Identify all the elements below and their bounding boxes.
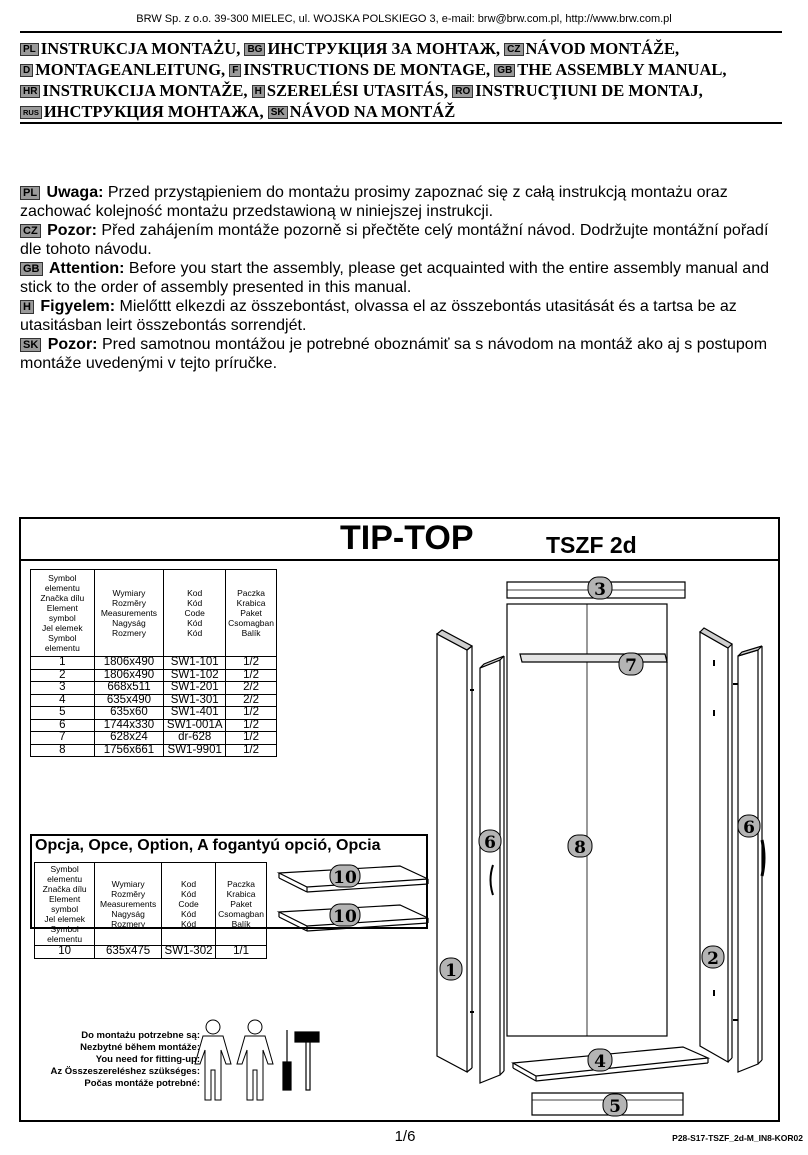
title-text: NÁVOD NA MONTÁŽ (289, 102, 456, 121)
table-cell: SW1-302 (161, 946, 215, 959)
table-cell: 668x511 (94, 682, 164, 695)
tools-line: Nezbytné během montáže: (80, 1042, 200, 1053)
callout-6-left (479, 830, 501, 853)
lang-badge: RUS (20, 106, 42, 119)
tools-line: Az Összeszereléshez szükséges: (50, 1066, 200, 1077)
callout-2 (702, 946, 724, 969)
warning-text: Mielőttt elkezdi az összebontást, olvassa el az összebontás utasitását és a tartsa be az utasitásban leirt összebontás sorrendjét. (20, 298, 737, 334)
header-text: Wymiary Rozměry Measurements Nagyság Rozmery (99, 879, 157, 929)
table-cell: 635x475 (95, 946, 162, 959)
tools-line: You need for fitting-up: (95, 1054, 200, 1065)
lang-badge: SK (20, 338, 41, 352)
table-cell: 1 (31, 657, 95, 670)
table-cell: 1/2 (226, 732, 277, 745)
hammer-icon (295, 1032, 319, 1090)
table-cell: 6 (31, 719, 95, 732)
option-title: Opcja, Opce, Option, A fogantyú opció, Opcia (35, 837, 381, 854)
part-1-edge (467, 1068, 472, 1072)
title-text: SZERELÉSI UTASITÁS, (266, 81, 449, 100)
table-cell: 1806x490 (94, 669, 164, 682)
table-cell: 1/2 (226, 719, 277, 732)
table-cell: 628x24 (94, 732, 164, 745)
lang-badge: CZ (20, 224, 41, 238)
callout-label: 2 (707, 949, 719, 969)
lang-badge: PL (20, 186, 40, 200)
warning-text: Before you start the assembly, please get acquainted with the entire assembly manual and stick to the order of assembly presented in this manual. (20, 260, 769, 296)
lang-badge: CZ (504, 43, 523, 56)
warning-text: Před zahájením montáže pozorně si přečtěte celý montážní návod. Dodržujte montážní pořadí dle tohoto návodu. (20, 222, 769, 258)
callout-1 (440, 958, 462, 981)
callout-label: 4 (594, 1052, 606, 1072)
table-cell: SW1-9901 (164, 744, 226, 757)
warning-label: Figyelem: (40, 298, 116, 315)
table-cell: SW1-001A (164, 719, 226, 732)
table-cell: SW1-101 (164, 657, 226, 670)
company-info: BRW Sp. z o.o. 39-300 MIELEC, ul. WOJSKA POLSKIEGO 3, e-mail: brw@brw.com.pl, http://www.brw.com.pl (136, 13, 672, 25)
table-cell: 2 (31, 669, 95, 682)
title-text: INSTRUCTIONS DE MONTAGE, (243, 60, 491, 79)
table-cell: 635x490 (94, 694, 164, 707)
part-1-side-panel (437, 634, 467, 1072)
table-cell: SW1-201 (164, 682, 226, 695)
table-cell: 10 (35, 946, 95, 959)
table-cell: 1/2 (226, 707, 277, 720)
callout-5 (603, 1094, 627, 1117)
callout-label: 6 (484, 833, 496, 853)
lang-badge: HR (20, 85, 40, 98)
table-cell: 3 (31, 682, 95, 695)
table-cell: 2/2 (226, 694, 277, 707)
lang-badge: GB (20, 262, 43, 276)
table-cell: 5 (31, 707, 95, 720)
title-text: NÁVOD MONTÁŽE, (525, 39, 680, 58)
part-7-hanging-rod (520, 654, 667, 662)
table-cell: 635x60 (94, 707, 164, 720)
title-text: INSTRUCŢIUNI DE MONTAJ, (475, 81, 703, 100)
lang-badge: BG (244, 43, 265, 56)
header-text: Kod Kód Code Kód Kód (184, 588, 205, 638)
table-cell: 1806x490 (94, 657, 164, 670)
lang-badge: F (229, 64, 241, 77)
warning-text: Pred samotnou montážou je potrebné oboznámiť sa s návodom na montáž ako aj s postupom montáže uvedenými v tejto príručke. (20, 336, 768, 372)
product-name: TIP-TOP (340, 519, 474, 557)
warning-text: Przed przystąpieniem do montażu prosimy zapoznać się z całą instrukcją montażu oraz zachować kolejność montażu przedstawioną w niniejszej instrukcji. (20, 184, 728, 220)
callout-4 (588, 1049, 612, 1072)
title-text: ИНСТРУКЦИЯ МОНТАЖА, (43, 102, 264, 121)
callout-label: 5 (609, 1097, 621, 1117)
warning-label: Uwaga: (46, 184, 104, 201)
table-cell: 7 (31, 732, 95, 745)
table-cell: SW1-401 (164, 707, 226, 720)
table-cell: dr-628 (164, 732, 226, 745)
warning-label: Pozor: (47, 336, 98, 353)
person-body (195, 1036, 231, 1100)
tools-line: Do montażu potrzebne są: (81, 1030, 200, 1041)
table-cell: SW1-102 (164, 669, 226, 682)
lang-badge: H (20, 300, 34, 314)
part-6-left-door (480, 660, 500, 1083)
table-cell: 1744x330 (94, 719, 164, 732)
header-text: Kod Kód Code Kód Kód (178, 879, 199, 929)
callout-label: 10 (333, 907, 357, 927)
title-text: THE ASSEMBLY MANUAL, (517, 60, 727, 79)
hammer-handle (306, 1042, 310, 1090)
table-cell: 4 (31, 694, 95, 707)
screwdriver-handle (283, 1062, 291, 1090)
warning-label: Pozor: (47, 222, 97, 239)
header-text: Symbol elementu Značka dílu Element symbol Jel elemek Symbol elementu (40, 573, 85, 653)
header-text: Paczka Krabica Paket Csomagban Balík (228, 588, 274, 638)
callout-6-right (738, 815, 760, 838)
person-figure-icon (195, 1020, 231, 1100)
part-6-right-door (738, 650, 758, 1072)
warning-label: Attention: (48, 260, 125, 277)
person-figure-icon (237, 1020, 273, 1100)
lang-badge: D (20, 64, 33, 77)
callout-label: 1 (445, 961, 457, 981)
screwdriver-icon (283, 1030, 291, 1090)
document-code: P28-S17-TSZF_2d-M_IN8-KOR02 (672, 1133, 803, 1143)
title-text: ИНСТРУКЦИЯ ЗА МОНТАЖ, (267, 39, 501, 58)
product-model: TSZF 2d (546, 532, 637, 558)
person-body (237, 1036, 273, 1100)
tools-line: Počas montáže potrebné: (84, 1078, 200, 1089)
callout-10-top (330, 865, 360, 888)
callout-10-bottom (330, 904, 360, 927)
person-head (248, 1020, 262, 1034)
part-2-side-panel (700, 632, 728, 1062)
lang-badge: RO (452, 85, 473, 98)
lang-badge: H (252, 85, 265, 98)
table-cell: 1/2 (226, 657, 277, 670)
table-cell: 1/1 (216, 946, 267, 959)
callout-label: 10 (333, 868, 357, 888)
table-cell: 8 (31, 744, 95, 757)
table-cell: 1756x661 (94, 744, 164, 757)
header-text: Symbol elementu Značka dílu Element symbol Jel elemek Symbol elementu (42, 864, 87, 944)
callout-7 (619, 653, 643, 676)
callout-3 (588, 577, 612, 600)
title-text: INSTRUKCIJA MONTAŽE, (42, 81, 248, 100)
callout-label: 8 (574, 838, 586, 858)
lang-badge: PL (20, 43, 39, 56)
table-cell: 1/2 (226, 744, 277, 757)
page-number: 1/6 (394, 1128, 416, 1145)
callout-8 (568, 835, 592, 858)
hammer-head (295, 1032, 319, 1042)
lang-badge: GB (494, 64, 515, 77)
lang-badge: SK (268, 106, 288, 119)
callout-label: 6 (743, 818, 755, 838)
title-text: INSTRUKCJA MONTAŻU, (40, 39, 241, 58)
header-text: Paczka Krabica Paket Csomagban Balík (218, 879, 264, 929)
person-head (206, 1020, 220, 1034)
callout-label: 3 (594, 580, 606, 600)
table-cell: 1/2 (226, 669, 277, 682)
callout-label: 7 (625, 656, 637, 676)
table-cell: 2/2 (226, 682, 277, 695)
title-text: MONTAGEANLEITUNG, (35, 60, 226, 79)
table-cell: SW1-301 (164, 694, 226, 707)
header-text: Wymiary Rozměry Measurements Nagyság Rozmery (100, 588, 158, 638)
